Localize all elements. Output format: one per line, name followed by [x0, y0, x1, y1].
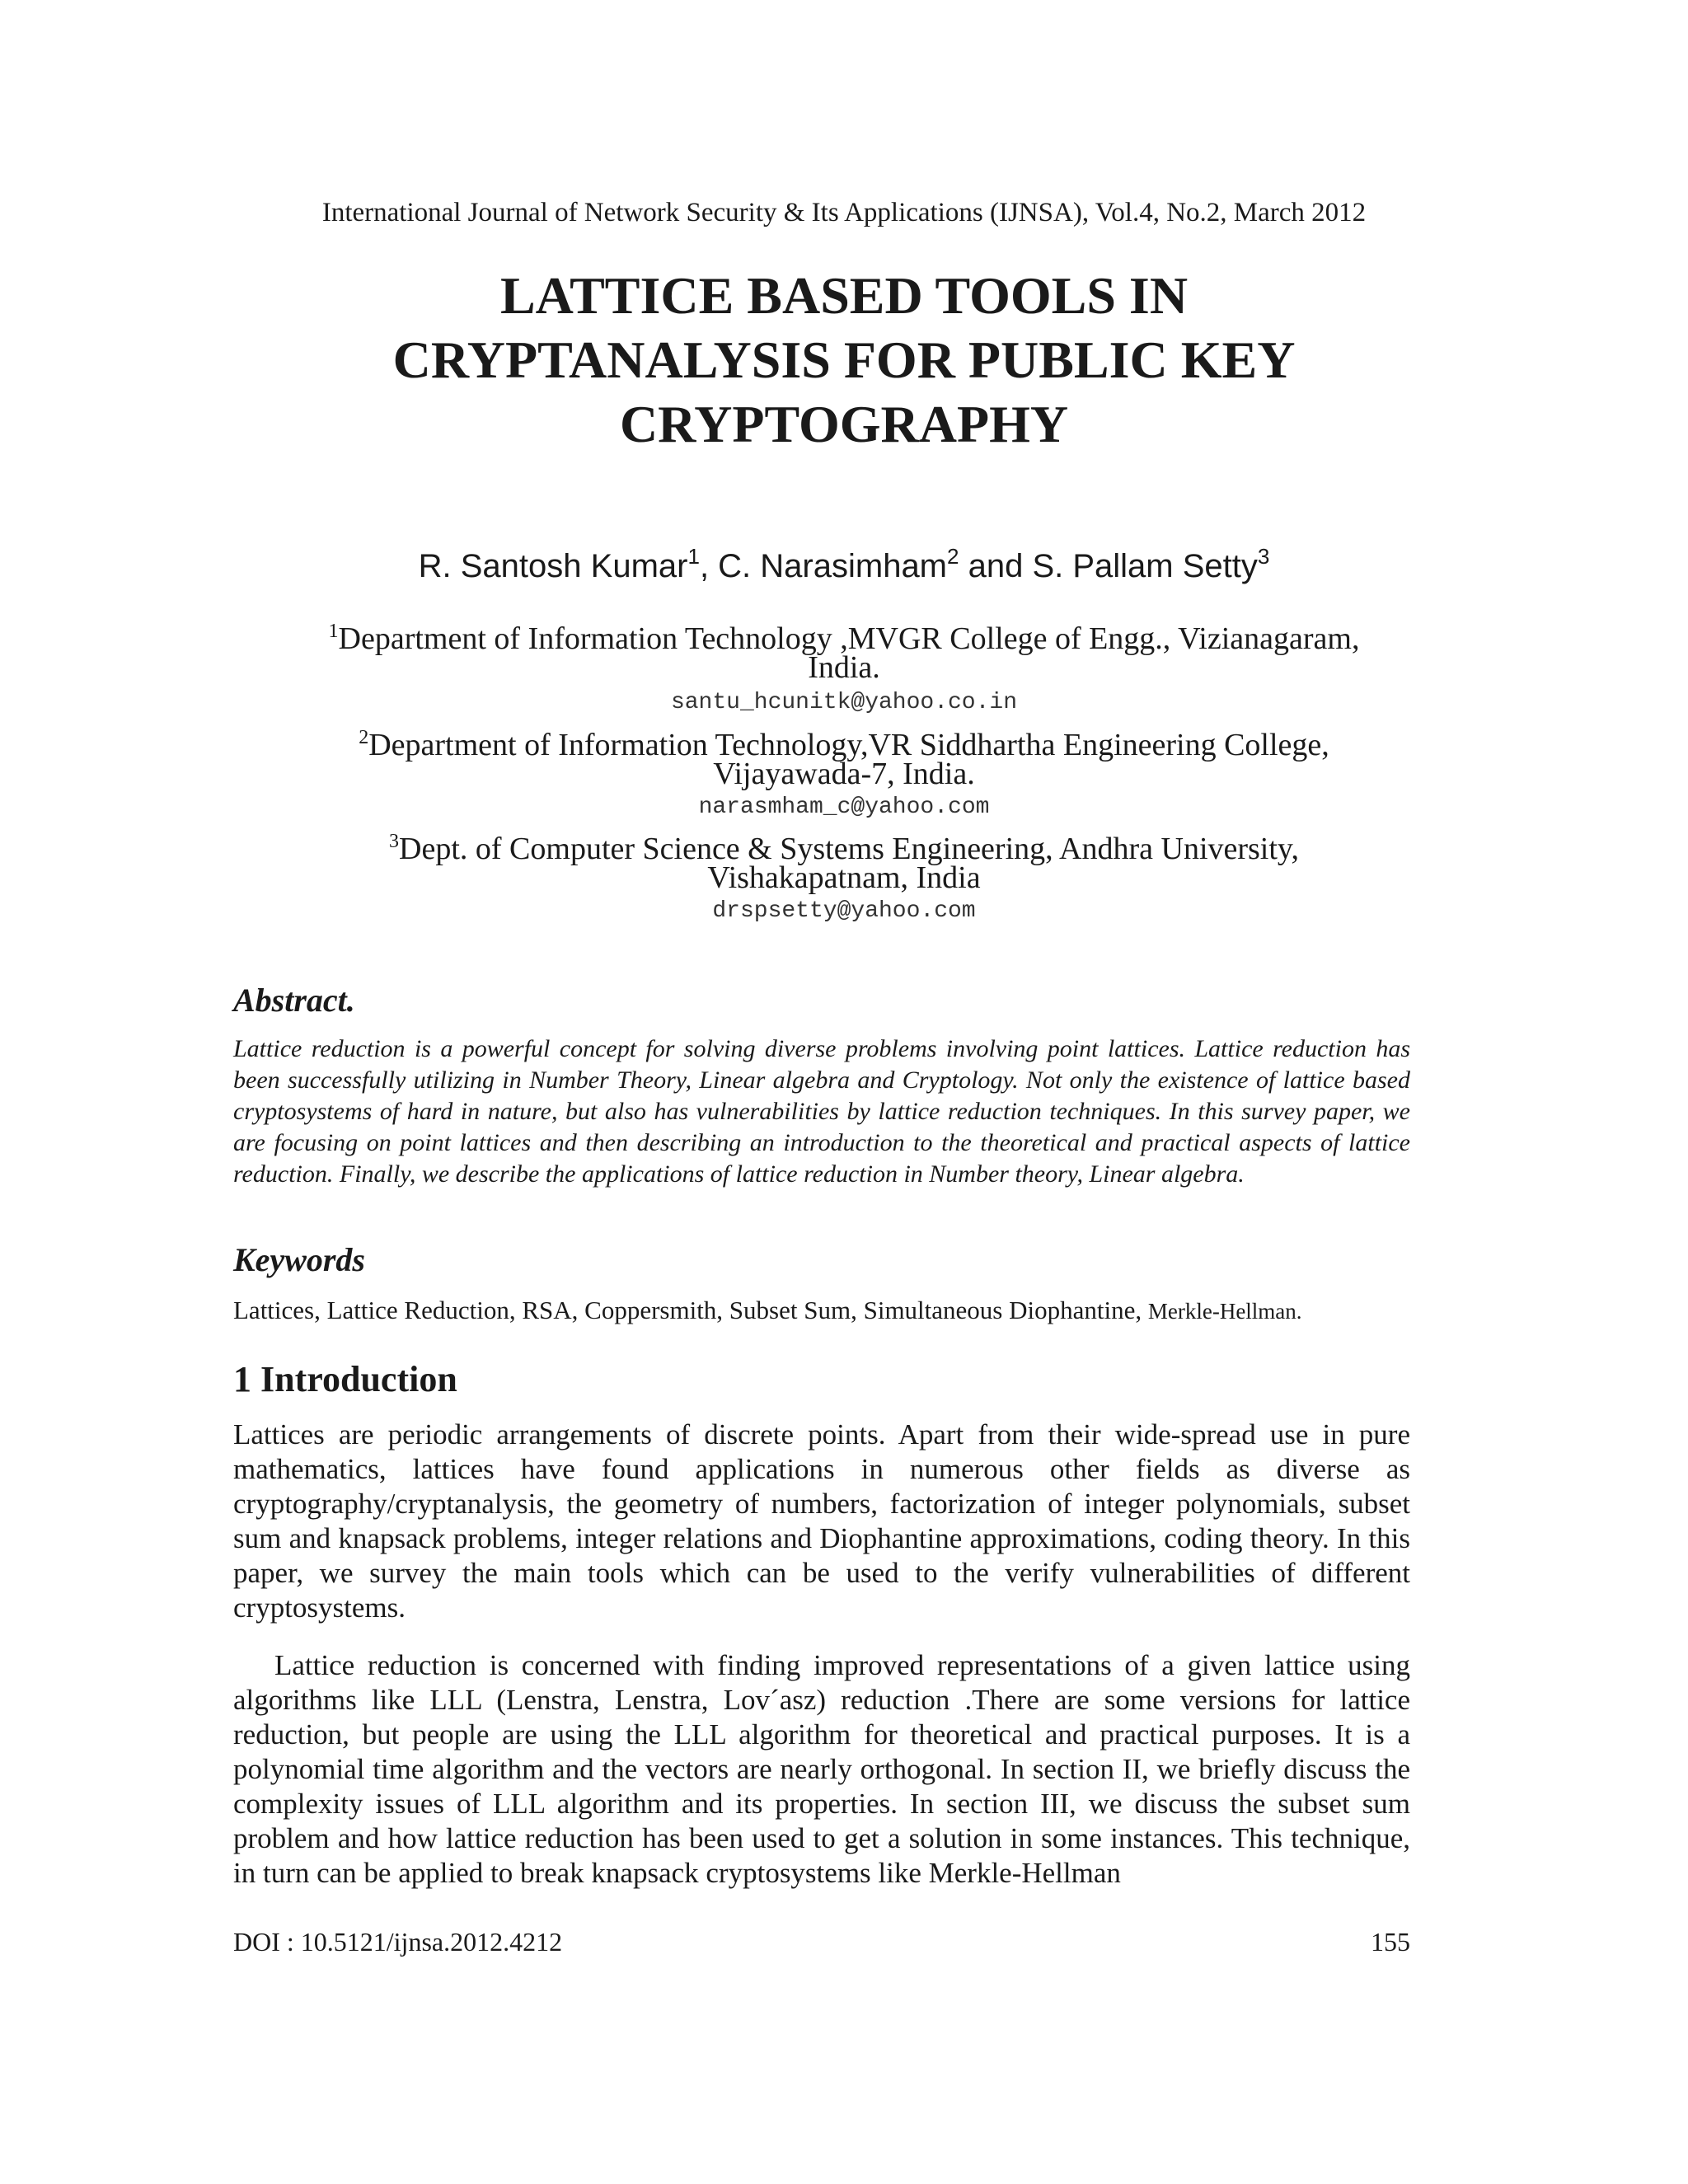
author-name: R. Santosh Kumar — [418, 548, 688, 584]
title-line: CRYPTANALYSIS FOR PUBLIC KEY — [392, 330, 1296, 389]
affiliation-mark: 2 — [359, 727, 369, 748]
affiliation-text: Dept. of Computer Science & Systems Engineering, Andhra University, — [399, 832, 1299, 866]
author-affiliation-mark: 3 — [1257, 544, 1270, 569]
affiliation-text: Department of Information Technology ,MVGR College of Engg., Vizianagaram, — [338, 621, 1360, 656]
body-paragraph: Lattices are periodic arrangements of discrete points. Apart from their wide-spread use in pure mathematics, lattices have found applications in numerous other fields as diverse as cryptography/cryptanalysis, the geometry of numbers, factorization of integer polynomials, subset sum and knapsack problems, integer relations and Diophantine approximations, coding theory. In this paper, we survey the main tools which can be used to the verify vulnerabilities of different cryptosystems. — [233, 1418, 1410, 1624]
paper-title — [247, 264, 1441, 457]
author-name: C. Narasimham — [718, 548, 948, 584]
affiliation-mark: 1 — [328, 621, 339, 642]
section-heading-introduction: 1 Introduction — [233, 1359, 457, 1399]
body-paragraph: Lattice reduction is concerned with finding improved representations of a given lattice using algorithms like LLL (Lenstra, Lenstra, Lov´asz) reduction .There are some versions for lattice reduction, but people are using the LLL algorithm for theoretical and practical purposes. It is a polynomial time algorithm and the vectors are nearly orthogonal. In section II, we briefly discuss the complexity issues of LLL algorithm and its properties. In section III, we discuss the subset sum problem and how lattice reduction has been used to get a solution in some instances. This technique, in turn can be applied to break knapsack cryptosystems like Merkle-Hellman — [233, 1649, 1410, 1889]
author-affiliation-mark: 1 — [687, 544, 700, 569]
footer-doi: DOI : 10.5121/ijnsa.2012.4212 — [233, 1927, 563, 1957]
keywords-list: Lattices, Lattice Reduction, RSA, Coppersmith, Subset Sum, Simultaneous Diophantine, — [233, 1296, 1148, 1324]
affiliation-line: India. — [808, 650, 880, 685]
keywords-heading: Keywords — [233, 1241, 365, 1278]
author-email: narasmham_c@yahoo.com — [698, 794, 990, 820]
abstract-text: Lattice reduction is a powerful concept for solving diverse problems involving point lattices. Lattice reduction has been successfully utilizing in Number Theory, Linear algebra and Cryptology. Not only the existence of lattice based cryptosystems of hard in nature, but also has vulnerabilities by lattice reduction techniques. In this survey paper, we are focusing on point lattices and then describing an introduction to the theoretical and practical aspects of lattice reduction. Finally, we describe the applications of lattice reduction in Number theory, Linear algebra. — [233, 1035, 1410, 1188]
author-email: santu_hcunitk@yahoo.co.in — [670, 690, 1018, 715]
abstract-heading: Abstract. — [233, 982, 355, 1019]
affiliation-mark: 3 — [389, 831, 400, 852]
affiliation-text: Department of Information Technology,VR Siddhartha Engineering College, — [368, 728, 1329, 762]
page-number: 155 — [1371, 1927, 1410, 1957]
title-line: LATTICE BASED TOOLS IN — [499, 266, 1189, 325]
author-separator: , — [699, 548, 719, 584]
author-name: S. Pallam Setty — [1032, 548, 1258, 584]
author-email: drspsetty@yahoo.com — [712, 898, 976, 924]
author-separator: and — [959, 548, 1033, 584]
affiliation-line: Vishakapatnam, India — [707, 860, 981, 895]
author-list — [0, 536, 1688, 587]
keywords-list-tail: Merkle-Hellman. — [1147, 1299, 1302, 1324]
author-affiliation-mark: 2 — [947, 544, 959, 569]
title-line: CRYPTOGRAPHY — [619, 395, 1069, 453]
journal-header: International Journal of Network Security & Its Applications (IJNSA), Vol.4, No.2, March 2012 — [321, 198, 1367, 227]
affiliation-line: Vijayawada-7, India. — [713, 757, 975, 791]
keywords-text — [233, 1294, 1420, 1328]
